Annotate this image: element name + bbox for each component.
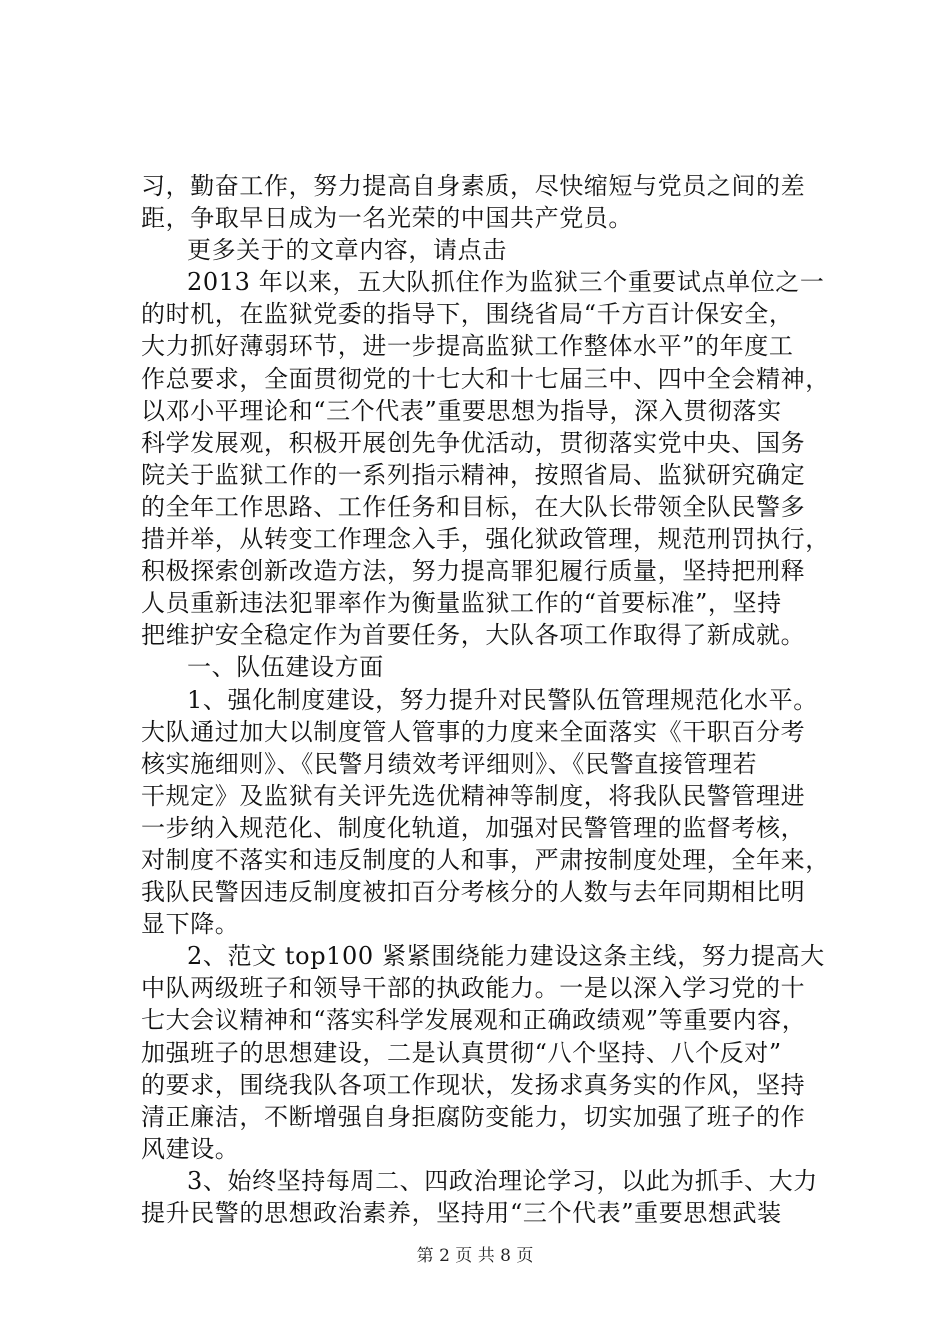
text-line: 我队民警因违反制度被扣百分考核分的人数与去年同期相比明 [141,878,806,907]
text-line: 显下降。 [141,910,240,939]
text-line: 习，勤奋工作，努力提高自身素质，尽快缩短与党员之间的差 [141,172,806,200]
text-line: 更多关于的文章内容，请点击 [187,236,507,265]
document-body [141,170,831,1229]
text-line: 2013 年以来，五大队抓住作为监狱三个重要试点单位之一 [187,268,825,297]
text-line: 2、范文 top100 紧紧围绕能力建设这条主线，努力提高大 [187,942,825,971]
page-footer [0,1241,950,1266]
text-line: 加强班子的思想建设，二是认真贯彻“八个坚持、八个反对” [141,1038,782,1067]
text-line: 一、队伍建设方面 [187,653,384,682]
text-line: 1、强化制度建设，努力提升对民警队伍管理规范化水平。 [187,685,818,714]
text-line: 大力抓好薄弱环节，进一步提高监狱工作整体水平”的年度工 [141,332,794,361]
text-line: 清正廉洁，不断增强自身拒腐防变能力，切实加强了班子的作 [141,1102,806,1131]
text-line: 以邓小平理论和“三个代表”重要思想为指导，深入贯彻落实 [141,396,782,425]
text-line: 中队两级班子和领导干部的执政能力。一是以深入学习党的十 [141,974,806,1003]
text-line: 对制度不落实和违反制度的人和事，严肃按制度处理，全年来， [141,845,830,874]
text-line: 七大会议精神和“落实科学发展观和正确政绩观”等重要内容， [141,1006,807,1035]
text-line: 措并举，从转变工作理念入手，强化狱政管理，规范刑罚执行， [141,525,830,554]
page-indicator: 第 2 页 共 8 页 [416,1246,534,1266]
text-line: 积极探索创新改造方法，努力提高罪犯履行质量，坚持把刑释 [141,557,806,586]
text-line: 的要求，围绕我队各项工作现状，发扬求真务实的作风，坚持 [141,1070,806,1099]
text-line: 的时机，在监狱党委的指导下，围绕省局“千方百计保安全， [141,300,794,329]
text-line: 科学发展观，积极开展创先争优活动，贯彻落实党中央、国务 [141,428,806,457]
text-line: 一步纳入规范化、制度化轨道，加强对民警管理的监督考核， [141,813,806,842]
text-line: 大队通过加大以制度管人管事的力度来全面落实《干职百分考 [141,717,806,746]
text-line: 的全年工作思路、工作任务和目标，在大队长带领全队民警多 [141,492,806,521]
text-line: 核实施细则》、《民警月绩效考评细则》、《民警直接管理若 [141,749,758,778]
text-line: 提升民警的思想政治素养，坚持用“三个代表”重要思想武装 [141,1199,782,1227]
text-line: 3、始终坚持每周二、四政治理论学习，以此为抓手、大力 [187,1166,818,1195]
text-line: 风建设。 [141,1134,240,1163]
text-line: 距，争取早日成为一名光荣的中国共产党员。 [141,204,633,233]
text-line: 把维护安全稳定作为首要任务，大队各项工作取得了新成就。 [141,621,806,650]
text-line: 院关于监狱工作的一系列指示精神，按照省局、监狱研究确定 [141,460,806,489]
text-line: 作总要求，全面贯彻党的十七大和十七届三中、四中全会精神， [141,364,830,393]
text-line: 人员重新违法犯罪率作为衡量监狱工作的“首要标准”，坚持 [141,589,782,618]
text-line: 干规定》及监狱有关评先选优精神等制度，将我队民警管理进 [141,781,806,810]
